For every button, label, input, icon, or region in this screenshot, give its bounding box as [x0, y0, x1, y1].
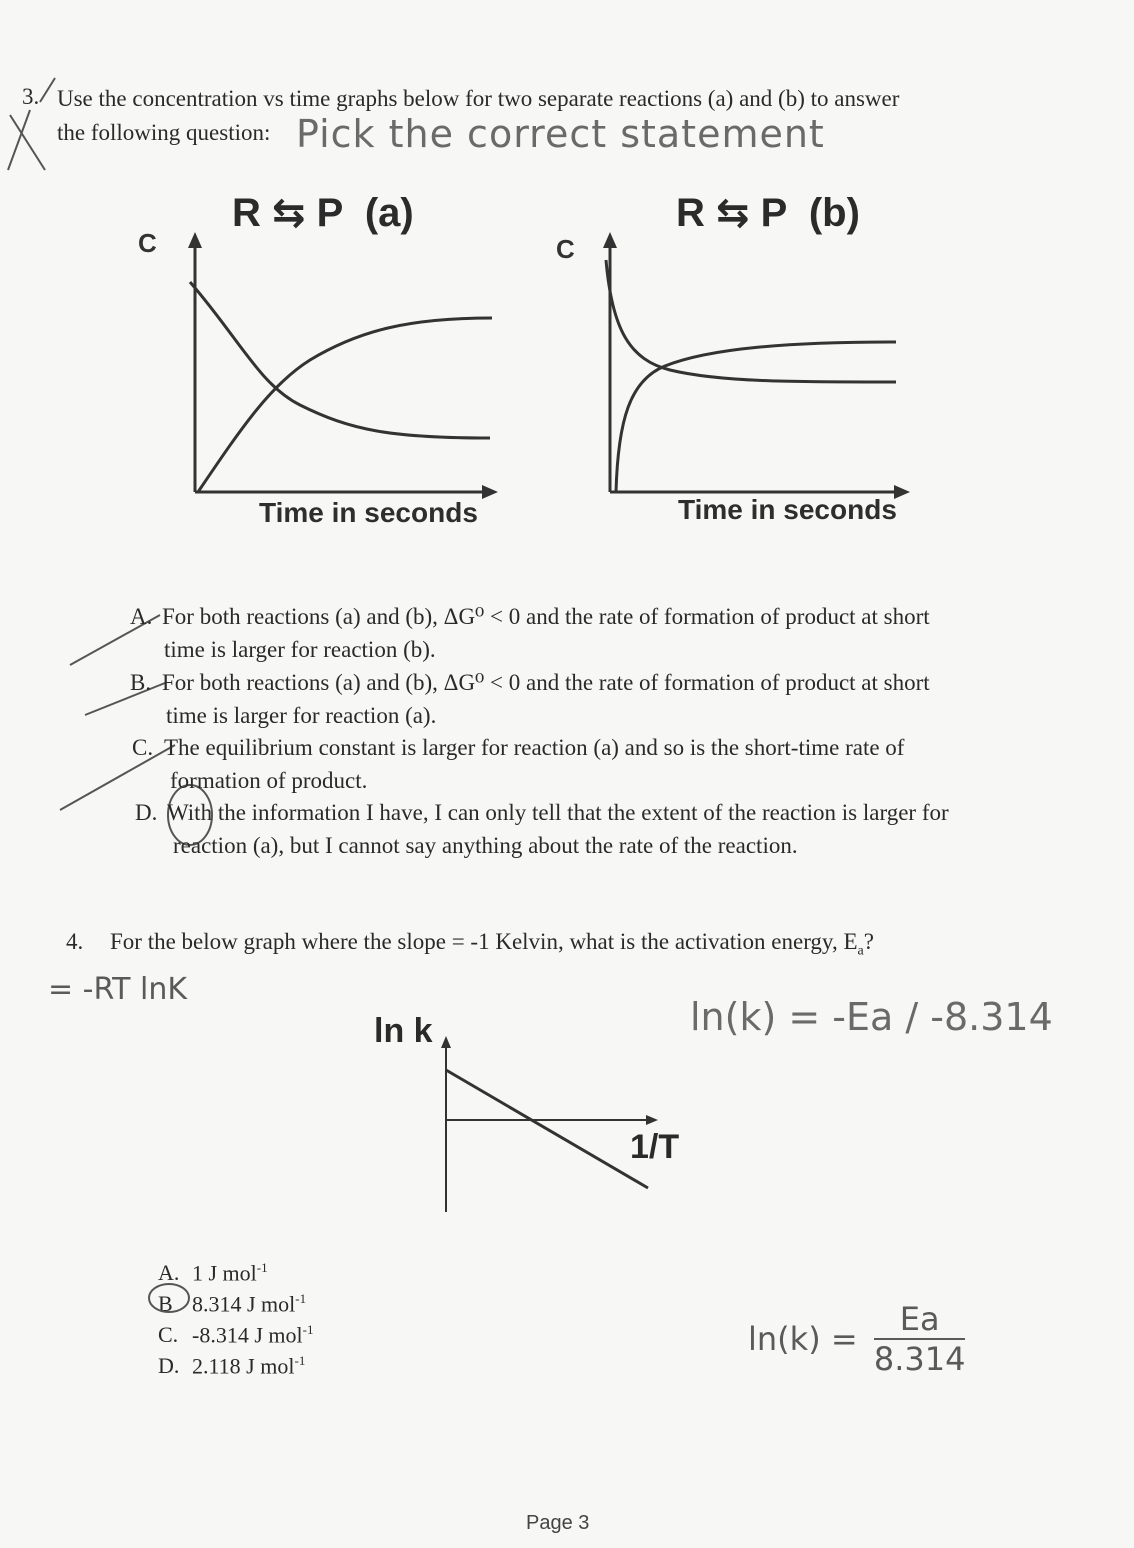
- q4-answer-b-letter: B: [158, 1291, 173, 1317]
- graph-b-reactant-curve: [606, 260, 896, 382]
- q4-answer-d-value: 2.118 J mol: [192, 1353, 295, 1379]
- q3-option-c-line1: The equilibrium constant is larger for reaction (a) and so is the short-time rate of: [164, 735, 905, 760]
- graph-b-axes: [603, 232, 910, 499]
- q4-number: 4.: [66, 929, 84, 954]
- q4-answer-a-value: 1 J mol: [192, 1260, 257, 1286]
- graph-a-y-label: C: [138, 228, 157, 258]
- graph-a-x-label: Time in seconds: [259, 497, 478, 528]
- q4-answer-c-value: -8.314 J mol: [192, 1322, 303, 1348]
- q4-handwritten-fraction-num: Ea: [874, 1300, 966, 1340]
- q3-option-c-letter: C.: [132, 735, 154, 760]
- q4-question-sub: a: [857, 943, 864, 959]
- q4-answer-d-letter: D.: [158, 1353, 180, 1379]
- graph-b-y-label: C: [556, 234, 575, 264]
- q4-answer-d-exp: -1: [294, 1353, 306, 1368]
- q4-handwritten-right-top: ln(k) = -Ea / -8.314: [690, 995, 1053, 1039]
- q4-answer-c-exp: -1: [302, 1322, 314, 1337]
- q3-handwritten-note: Pick the correct statement: [296, 112, 825, 156]
- q4-handwritten-left: = -RT lnK: [48, 972, 188, 1007]
- q3-question-line1: Use the concentration vs time graphs below for two separate reactions (a) and (b) to answer: [57, 86, 900, 111]
- q4-handwritten-formula: [748, 1300, 965, 1378]
- q3-option-c[interactable]: [132, 731, 1032, 797]
- q4-question-end: ?: [863, 929, 874, 954]
- q3-option-a-letter: A.: [130, 604, 153, 629]
- graph-a-axes: [188, 232, 498, 499]
- q4-graph-y-label: ln k: [374, 1012, 433, 1050]
- q4-answer-a-letter: A.: [158, 1260, 180, 1286]
- q3-option-d-letter: D.: [135, 800, 158, 825]
- q3-option-d[interactable]: [135, 796, 1035, 862]
- q3-option-a-line2: time is larger for reaction (b).: [164, 637, 436, 662]
- q3-option-a[interactable]: [130, 600, 1030, 666]
- q4-graph-x-label: 1/T: [630, 1128, 680, 1166]
- q3-option-b[interactable]: [130, 666, 1030, 732]
- q4-graph-axes: [441, 1036, 658, 1212]
- q3-option-b-line1: For both reactions (a) and (b), ΔG⁰ < 0 and the rate of formation of product at short: [162, 670, 930, 695]
- q4-answer-b-exp: -1: [295, 1291, 307, 1306]
- graph-b-title: R ⇆ P (b): [676, 191, 860, 235]
- q4-answer-a-exp: -1: [256, 1260, 268, 1275]
- q4-handwritten-formula-lhs: ln(k) =: [748, 1320, 858, 1358]
- graph-a-title: R ⇆ P (a): [232, 191, 414, 235]
- q4-graph-plot: [430, 1030, 670, 1220]
- q4-answer-b-value: 8.314 J mol: [192, 1291, 296, 1317]
- q4-answer-d[interactable]: [158, 1345, 305, 1381]
- graph-a-reactant-curve: [190, 282, 490, 438]
- graph-b-plot: [590, 220, 920, 510]
- q3-option-b-line2: time is larger for reaction (a).: [166, 703, 437, 728]
- graph-a-product-curve: [198, 318, 492, 492]
- q4-question: [110, 925, 874, 969]
- q3-option-d-line2: reaction (a), but I cannot say anything about the rate of the reaction.: [173, 833, 798, 858]
- q3-question-line2: the following question:: [57, 120, 271, 145]
- graph-a-plot: [170, 220, 510, 510]
- graph-b-x-label: Time in seconds: [678, 494, 897, 525]
- q4-answer-b-circle: [145, 1280, 195, 1316]
- q3-number-text: 3.: [22, 84, 40, 109]
- q4-handwritten-fraction-den: 8.314: [873, 1340, 966, 1378]
- q3-option-a-line1: For both reactions (a) and (b), ΔG⁰ < 0 and the rate of formation of product at short: [162, 604, 930, 629]
- q3-option-c-line2: formation of product.: [170, 768, 368, 793]
- page-number: Page 3: [526, 1512, 590, 1534]
- q3-option-d-line1: With the information I have, I can only tell that the extent of the reaction is larger for: [167, 800, 949, 825]
- q4-graph-line: [446, 1070, 648, 1188]
- q4-answer-c-letter: C.: [158, 1322, 179, 1348]
- q3-option-b-letter: B.: [130, 670, 152, 695]
- q4-handwritten-fraction: [874, 1300, 966, 1378]
- q4-question-text: For the below graph where the slope = -1 Kelvin, what is the activation energy, E: [110, 929, 858, 954]
